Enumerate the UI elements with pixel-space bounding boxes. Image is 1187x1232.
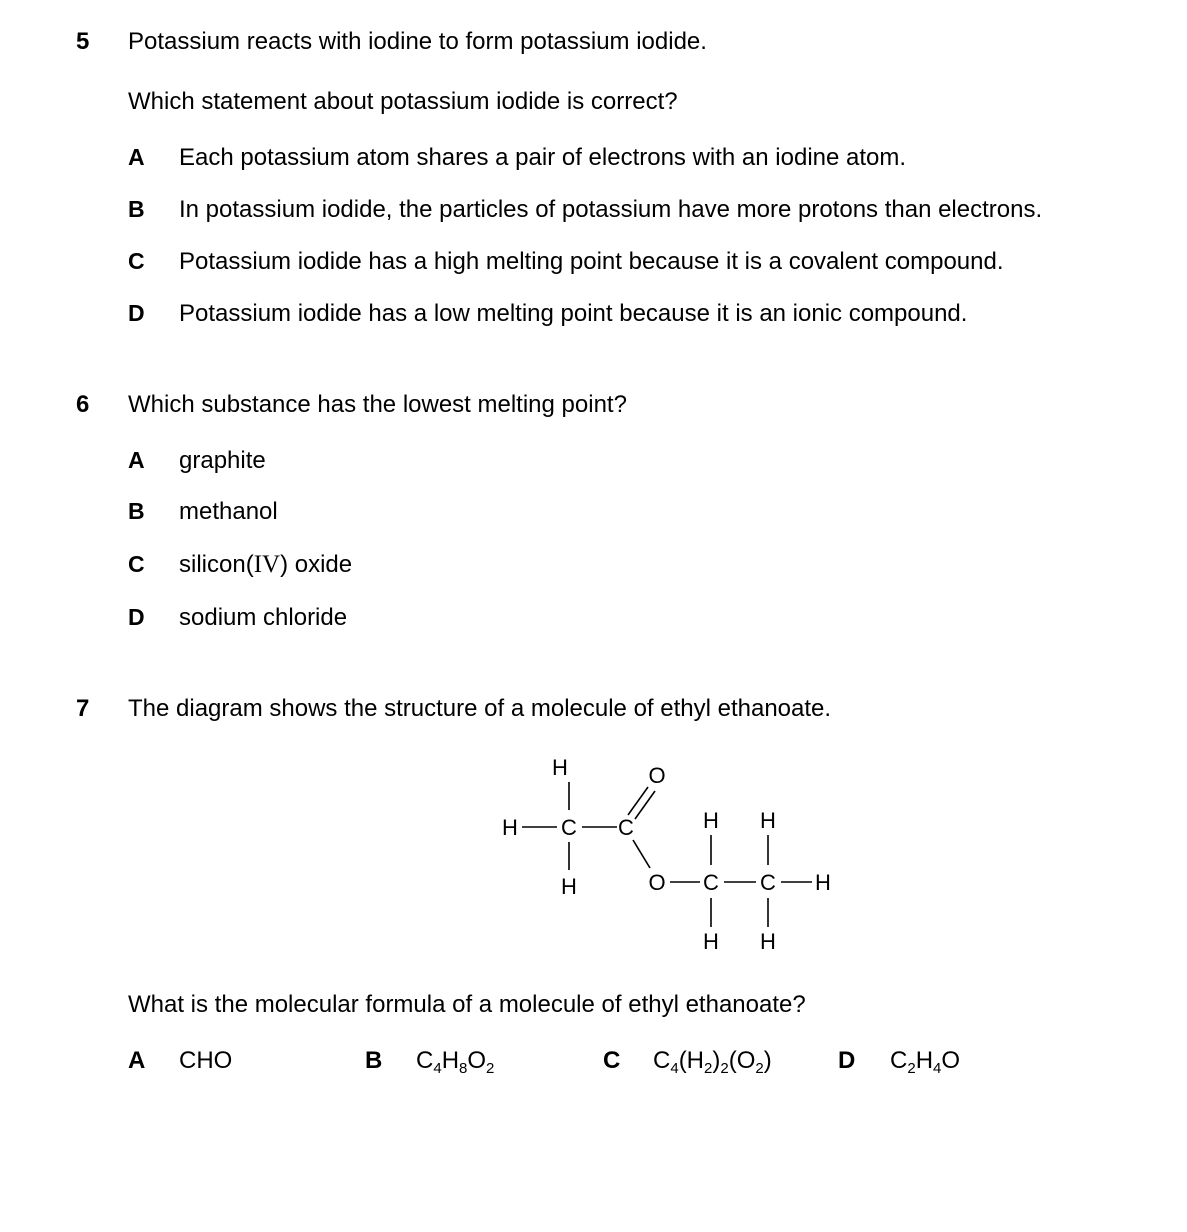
double-bond-line: [635, 791, 655, 819]
atom-c: C: [703, 870, 719, 895]
q6-option-b-letter[interactable]: B: [128, 498, 145, 524]
q5-option-b-letter[interactable]: B: [128, 196, 145, 222]
q7-option-b[interactable]: [365, 1047, 494, 1075]
q7-option-d[interactable]: [838, 1047, 960, 1075]
q5-option-c-letter[interactable]: C: [128, 248, 145, 274]
double-bond-line: [628, 787, 648, 815]
q6-option-c-text[interactable]: [179, 551, 352, 579]
question-7-number: 7: [76, 695, 90, 722]
q5-option-c-text[interactable]: Potassium iodide has a high melting point because it is a covalent compound.: [179, 248, 1004, 275]
atom-o: O: [648, 870, 666, 895]
atom-c: C: [760, 870, 776, 895]
q5-option-a-text[interactable]: Each potassium atom shares a pair of electrons with an iodine atom.: [179, 144, 907, 171]
q6-option-c-letter[interactable]: C: [128, 551, 145, 577]
question-5-stem: Potassium reacts with iodine to form potassium iodide.: [128, 28, 707, 55]
atom-h: H: [703, 929, 719, 954]
q6-option-a-letter[interactable]: A: [128, 447, 145, 473]
atom-h: H: [703, 808, 719, 833]
atom-h: H: [561, 874, 577, 899]
q6-option-b-text[interactable]: methanol: [179, 498, 278, 525]
q7-option-c[interactable]: [603, 1047, 772, 1075]
q7-option-b-letter: B: [365, 1047, 383, 1074]
q6-option-c-roman-numeral: IV: [253, 551, 281, 578]
question-6-stem: Which substance has the lowest melting point?: [128, 391, 627, 418]
q5-option-b-text[interactable]: In potassium iodide, the particles of potassium have more protons than electrons.: [179, 196, 1043, 223]
question-5-number: 5: [76, 28, 90, 55]
atom-c: C: [561, 815, 577, 840]
question-5-question: Which statement about potassium iodide is correct?: [128, 88, 678, 115]
q7-option-a[interactable]: [128, 1047, 232, 1075]
atom-h: H: [760, 929, 776, 954]
q6-option-c-text-post: ) oxide: [280, 551, 353, 578]
q7-option-c-letter: C: [603, 1047, 621, 1074]
q6-option-a-text[interactable]: graphite: [179, 447, 266, 474]
q6-option-d-letter[interactable]: D: [128, 604, 145, 630]
q7-option-d-formula: $C_2H_4O$: [890, 1047, 961, 1077]
atom-c: C: [618, 815, 634, 840]
atom-h: H: [552, 755, 568, 780]
question-6-number: 6: [76, 391, 90, 418]
q7-option-a-text: CHO: [179, 1047, 233, 1074]
q5-option-a-letter[interactable]: A: [128, 144, 145, 170]
q7-option-d-letter: D: [838, 1047, 856, 1074]
atom-o: O: [648, 763, 666, 788]
q7-option-c-formula: $C_4(H_2)_2(O_2)$: [653, 1047, 772, 1077]
q7-option-a-letter: A: [128, 1047, 146, 1074]
q7-option-b-formula: $C_4H_8O_2$: [416, 1047, 495, 1077]
q6-option-d-text[interactable]: sodium chloride: [179, 604, 348, 631]
atom-h: H: [502, 815, 518, 840]
bond-line: [633, 840, 650, 868]
q5-option-d-letter[interactable]: D: [128, 300, 145, 326]
q6-option-c-text-pre: silicon(: [179, 551, 254, 578]
q5-option-d-text[interactable]: Potassium iodide has a low melting point because it is an ionic compound.: [179, 300, 968, 327]
question-7-stem: The diagram shows the structure of a molecule of ethyl ethanoate.: [128, 695, 832, 722]
atom-h: H: [760, 808, 776, 833]
atom-h: H: [815, 870, 831, 895]
question-7-question: What is the molecular formula of a molecule of ethyl ethanoate?: [128, 991, 806, 1018]
ethyl-ethanoate-structure-diagram: [490, 750, 850, 960]
